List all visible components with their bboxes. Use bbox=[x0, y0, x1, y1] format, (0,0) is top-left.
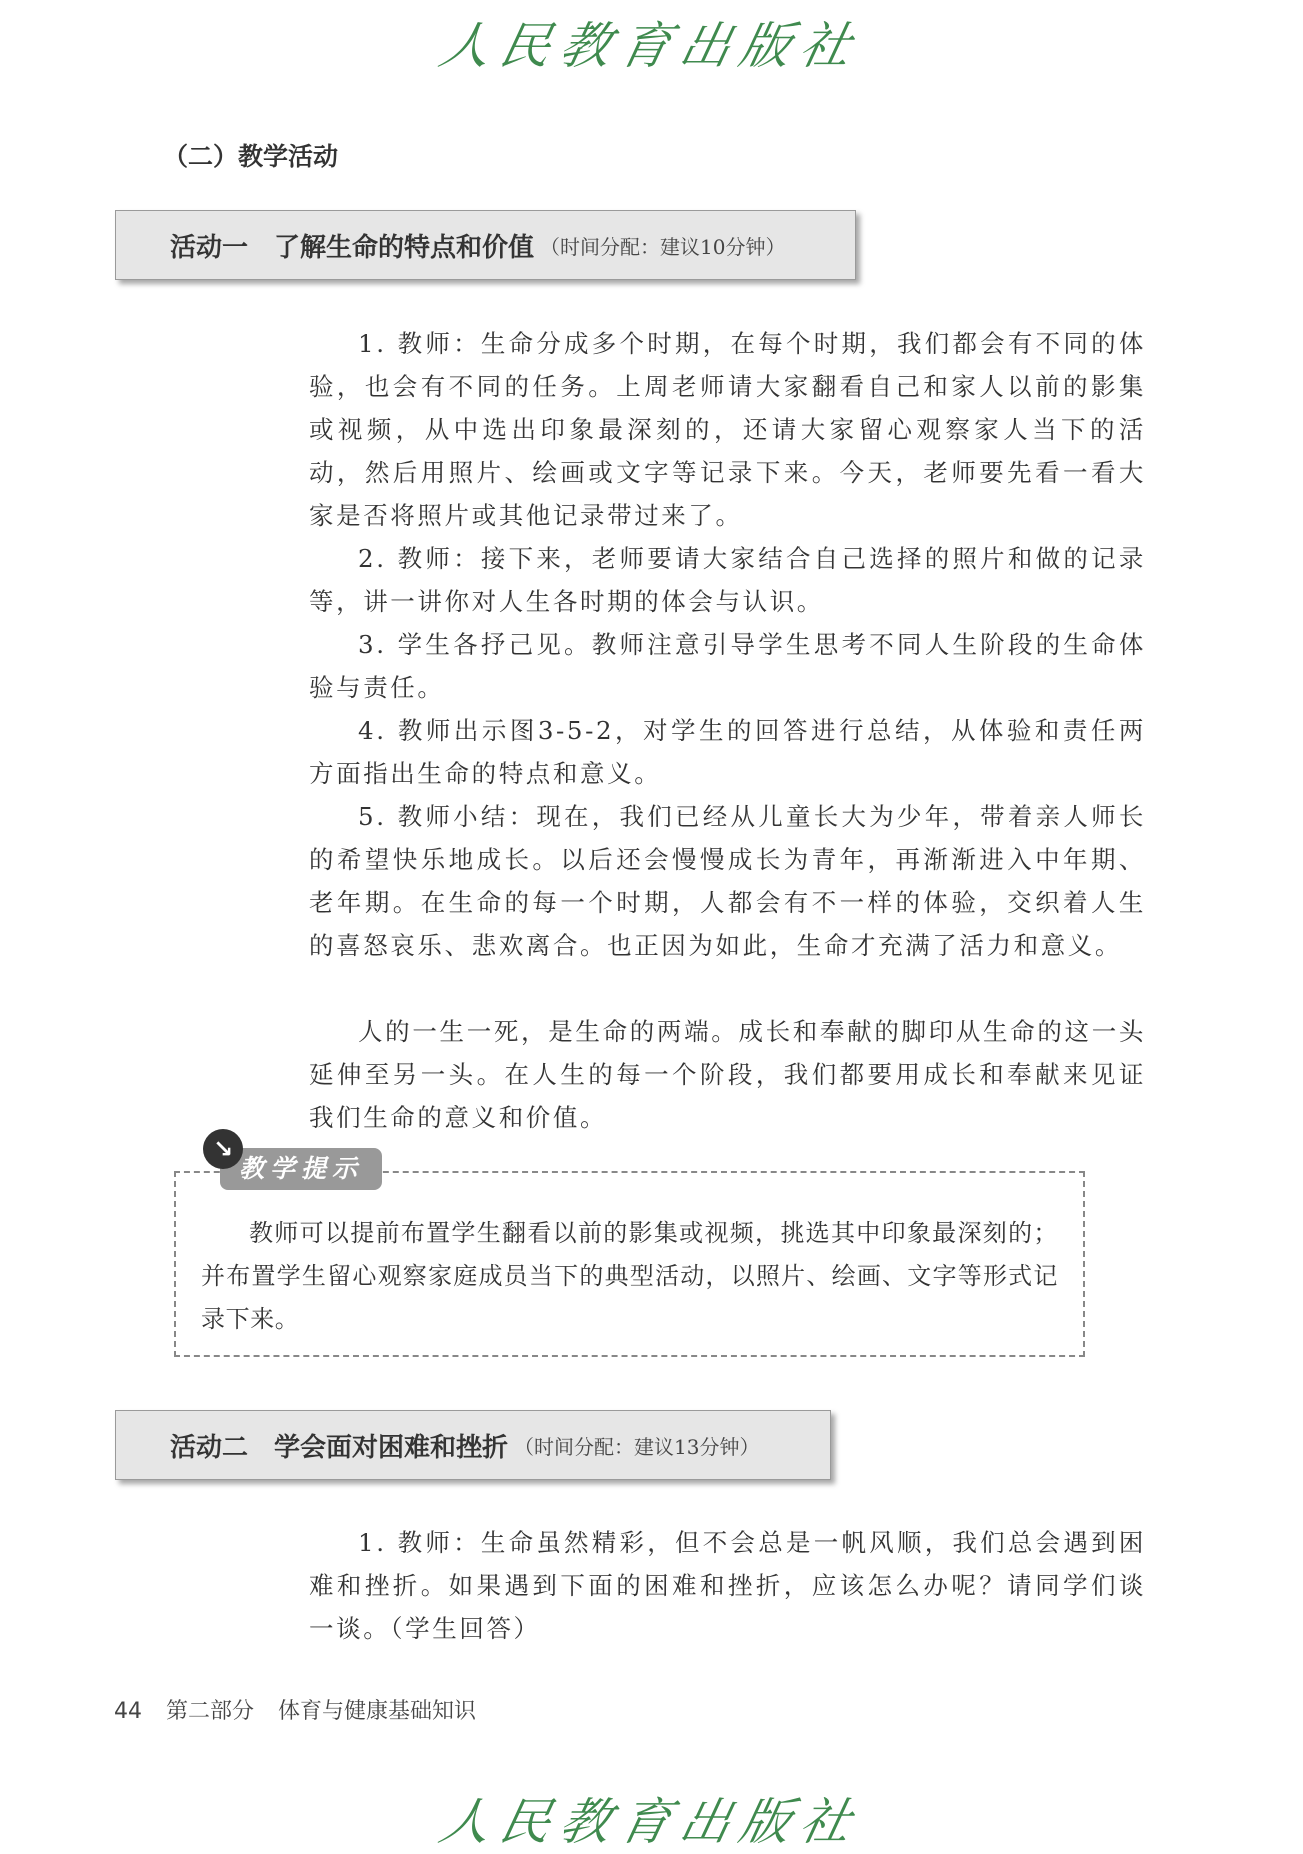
section-heading: （二）教学活动 bbox=[163, 142, 339, 171]
activity2-time-note: （时间分配：建议13分钟） bbox=[514, 1434, 760, 1459]
teaching-tip-label: 教学提示 bbox=[220, 1148, 382, 1190]
activity1-time-note: （时间分配：建议10分钟） bbox=[540, 234, 786, 259]
arrow-down-right-icon: ↘ bbox=[203, 1129, 243, 1169]
activity1-paragraph-1: 1. 教师：生命分成多个时期，在每个时期，我们都会有不同的体验，也会有不同的任务。上周老师请大家翻看自己和家人以前的影集或视频，从中选出印象最深刻的，还请大家留心观察家人当下的活动，然后用照片、绘画或文字等记录下来。今天，老师要先看一看大家是否将照片或其他记录带过来了。 bbox=[309, 329, 1146, 530]
activity2-header bbox=[115, 1410, 831, 1480]
footer-chapter: 体育与健康基础知识 bbox=[278, 1699, 477, 1724]
activity1-header bbox=[115, 210, 856, 280]
teaching-tip-text: 教师可以提前布置学生翻看以前的影集或视频，挑选其中印象最深刻的；并布置学生留心观察家庭成员当下的典型活动，以照片、绘画、文字等形式记录下来。 bbox=[201, 1219, 1058, 1333]
publisher-logo-bottom: 人民教育出版社 bbox=[434, 1793, 867, 1851]
activity2-paragraph-1: 1. 教师：生命虽然精彩，但不会总是一帆风顺，我们总会遇到困难和挫折。如果遇到下面的困难和挫折，应该怎么办呢？请同学们谈一谈。（学生回答） bbox=[309, 1528, 1146, 1643]
activity1-paragraph-5: 5. 教师小结：现在，我们已经从儿童长大为少年，带着亲人师长的希望快乐地成长。以后还会慢慢成长为青年，再渐渐进入中年期、老年期。在生命的每一个时期，人都会有不一样的体验，交织着人生的喜怒哀乐、悲欢离合。也正因为如此，生命才充满了活力和意义。 bbox=[309, 802, 1146, 960]
activity1-paragraph-2: 2. 教师：接下来，老师要请大家结合自己选择的照片和做的记录等，讲一讲你对人生各时期的体会与认识。 bbox=[309, 544, 1146, 616]
page-footer bbox=[114, 1694, 476, 1725]
activity2-title: 活动二 学会面对困难和挫折 bbox=[170, 1432, 509, 1463]
activity1-summary-paragraph: 人的一生一死，是生命的两端。成长和奉献的脚印从生命的这一头延伸至另一头。在人生的每一个阶段，我们都要用成长和奉献来见证我们生命的意义和价值。 bbox=[309, 1017, 1146, 1132]
activity1-paragraph-3: 3. 学生各抒己见。教师注意引导学生思考不同人生阶段的生命体验与责任。 bbox=[309, 630, 1146, 702]
footer-part: 第二部分 bbox=[166, 1699, 255, 1724]
activity1-paragraph-4: 4. 教师出示图3-5-2，对学生的回答进行总结，从体验和责任两方面指出生命的特点和意义。 bbox=[309, 716, 1146, 788]
publisher-logo-top: 人民教育出版社 bbox=[434, 17, 867, 75]
activity1-title: 活动一 了解生命的特点和价值 bbox=[170, 232, 535, 263]
page-number: 44 bbox=[114, 1699, 142, 1724]
